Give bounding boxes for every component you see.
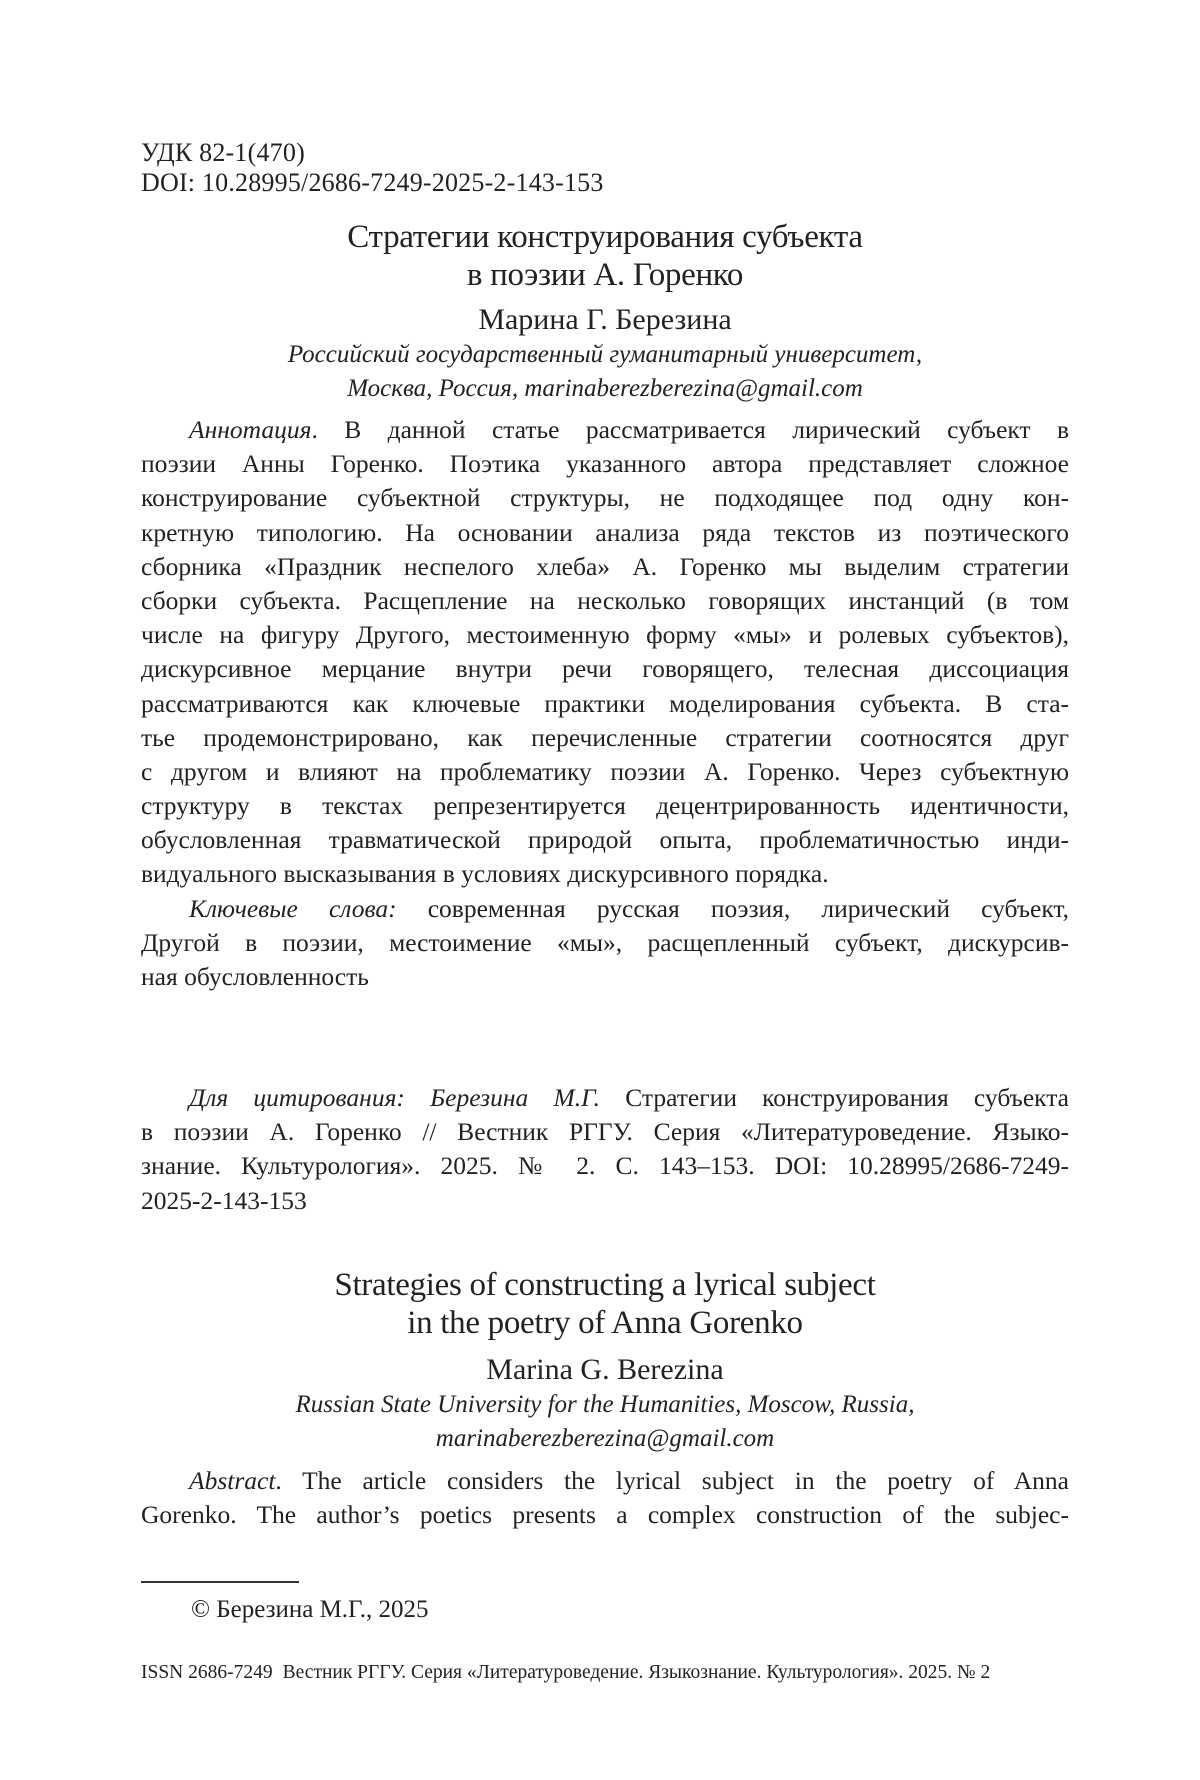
abstract-line: поэзии Анны Горенко. Поэтика указанного автора представляет сложное <box>141 449 1069 479</box>
abstract-line: Аннотация. В данной статье рассматривается лирический субъект в <box>189 415 1069 444</box>
page-footer <box>141 1660 1069 1686</box>
abstract-line: Abstract. The article considers the lyrical subject in the poetry of Anna <box>189 1466 1069 1495</box>
udk-code: УДК 82-1(470) <box>141 138 305 167</box>
keywords-line: Ключевые слова: современная русская поэзия, лирический субъект, <box>189 894 1069 923</box>
abstract-line: обусловленная травматической природой опыта, проблематичностью инди- <box>141 825 1069 855</box>
ru-abstract <box>141 413 1069 892</box>
footnote-divider <box>141 1581 299 1583</box>
en-affiliation-line: Russian State University for the Humanities, Moscow, Russia, <box>295 1391 915 1418</box>
ru-affiliation-line: Москва, Россия, marinaberezberezina@gmail.com <box>347 375 863 402</box>
abstract-line: структуру в текстах репрезентируется децентрированность идентичности, <box>141 791 1069 821</box>
doi: DOI: 10.28995/2686-7249-2025-2-143-153 <box>141 168 604 197</box>
citation-line: Для цитирования: Березина М.Г. Стратегии конструирования субъекта <box>189 1083 1069 1112</box>
en-author: Marina G. Berezina <box>486 1353 724 1386</box>
ru-author: Марина Г. Березина <box>478 303 732 336</box>
citation-line: знание. Культурология». 2025. № 2. С. 143–153. DOI: 10.28995/2686-7249- <box>141 1151 1069 1181</box>
ru-affiliation <box>141 338 1069 406</box>
abstract-line: дискурсивное мерцание внутри речи говорящего, телесная диссоциация <box>141 654 1069 684</box>
ru-title-line: в поэзии А. Горенко <box>466 257 744 293</box>
keywords-label: Ключевые слова: <box>189 894 397 923</box>
en-title <box>141 1266 1069 1342</box>
abstract-line: сборника «Праздник неспелого хлеба» А. Горенко мы выделим стратегии <box>141 551 1069 581</box>
abstract-label: Аннотация <box>189 415 312 444</box>
ru-title <box>141 218 1069 294</box>
keywords-line: Другой в поэзии, местоимение «мы», расщепленный субъект, дискурсив- <box>141 928 1069 958</box>
footer-journal: Вестник РГГУ. Серия «Литературоведение. Языкознание. Культурология». 2025. № 2 <box>282 1662 991 1683</box>
copyright-notice: © Березина М.Г., 2025 <box>191 1596 429 1623</box>
citation-label: Для цитирования: Березина М.Г. <box>189 1083 601 1112</box>
footer-issn: ISSN 2686-7249 <box>141 1662 273 1683</box>
abstract-line: с другом и влияют на проблематику поэзии А. Горенко. Через субъектную <box>141 756 1069 786</box>
abstract-line: кретную типологию. На основании анализа ряда текстов из поэтического <box>141 517 1069 547</box>
citation-line: 2025-2-143-153 <box>141 1185 307 1215</box>
abstract-line: видуального высказывания в условиях дискурсивного порядка. <box>141 859 829 889</box>
citation-line: в поэзии А. Горенко // Вестник РГГУ. Серия «Литературоведение. Языко- <box>141 1117 1069 1147</box>
abstract-line: Gorenko. The author’s poetics presents a complex construction of the subjec- <box>141 1500 1069 1530</box>
ru-affiliation-line: Российский государственный гуманитарный университет, <box>287 341 923 368</box>
en-title-line: Strategies of constructing a lyrical subject <box>334 1267 876 1303</box>
keywords-line: ная обусловленность <box>141 962 369 992</box>
abstract-line: рассматриваются как ключевые практики моделирования субъекта. В ста- <box>141 688 1069 718</box>
abstract-line: тье продемонстрировано, как перечисленные стратегии соотносятся друг <box>141 722 1069 752</box>
abstract-line: сборки субъекта. Расщепление на несколько говорящих инстанций (в том <box>141 585 1069 615</box>
ru-keywords <box>141 892 1069 995</box>
en-title-line: in the poetry of Anna Gorenko <box>407 1305 803 1341</box>
en-affiliation-line: marinaberezberezina@gmail.com <box>435 1425 775 1452</box>
abstract-line: числе на фигуру Другого, местоименную форму «мы» и ролевых субъектов), <box>141 620 1069 650</box>
en-affiliation <box>141 1388 1069 1456</box>
abstract-label: Abstract <box>189 1466 276 1495</box>
ru-citation <box>141 1081 1069 1218</box>
ru-title-line: Стратегии конструирования субъекта <box>347 219 863 255</box>
en-abstract <box>141 1464 1069 1532</box>
abstract-line: конструирование субъектной структуры, не подходящее под одну кон- <box>141 483 1069 513</box>
